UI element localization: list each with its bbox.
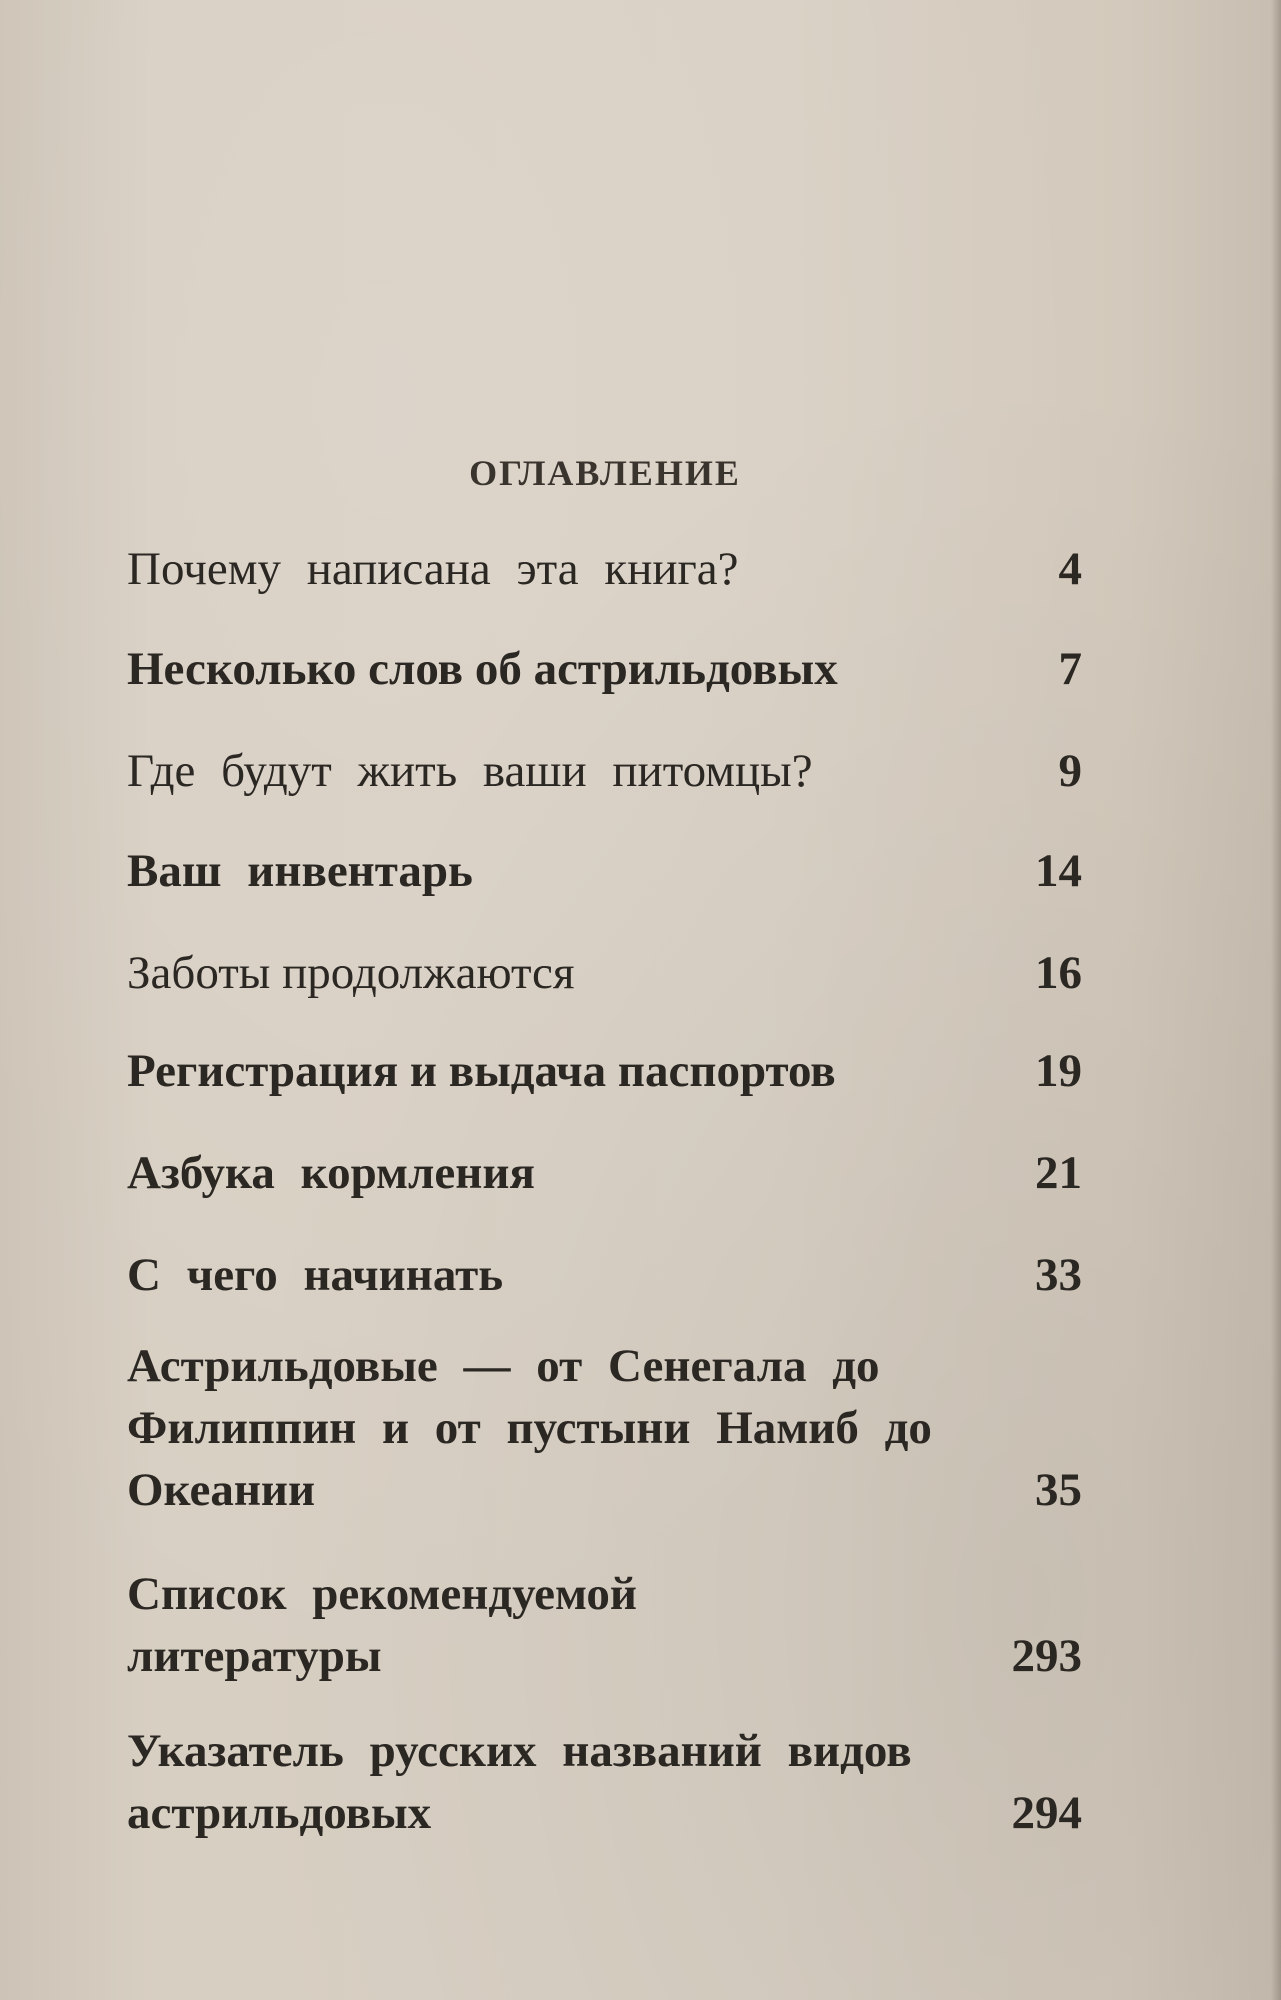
toc-entry: [127, 538, 1082, 600]
toc-entry-title: Азбука кормления: [127, 1147, 535, 1199]
toc-heading: ОГЛАВЛЕНИЕ: [469, 453, 741, 493]
toc-entry-title: Список рекомендуемой литературы: [127, 1568, 637, 1682]
toc-entry: [127, 1244, 1082, 1306]
toc-entry: [127, 840, 1082, 902]
toc-entry-title: Заботы продолжаются: [127, 947, 575, 999]
toc-entry-page: 294: [1011, 1787, 1082, 1839]
toc-entry: [127, 1142, 1082, 1204]
toc-entry-title: Где будут жить ваши питомцы?: [127, 745, 813, 797]
toc-entry: [127, 942, 1082, 1004]
toc-entry-page: 7: [1058, 643, 1082, 695]
toc-entry: [127, 1720, 1082, 1844]
toc-entry-page: 293: [1011, 1630, 1082, 1682]
toc-entry-title: Почему написана эта книга?: [127, 543, 739, 595]
toc-entry-title: Несколько слов об астрильдовых: [127, 643, 838, 695]
toc-entry: [127, 638, 1082, 700]
toc-entry-page: 33: [1035, 1249, 1082, 1301]
toc-entry: [127, 1563, 1082, 1687]
toc-entry-page: 35: [1035, 1464, 1082, 1516]
toc-entry-page: 14: [1035, 845, 1082, 897]
toc-entry: [127, 1335, 1082, 1521]
toc-entry-page: 21: [1035, 1147, 1082, 1199]
toc-entry-page: 19: [1035, 1045, 1082, 1097]
toc-entry-page: 4: [1058, 543, 1082, 595]
toc-entry: [127, 740, 1082, 802]
page-edge-shadow: [1271, 0, 1281, 2000]
toc-entry-title: Астрильдовые — от Сенегала до Филиппин и от пустыни Намиб до Океании: [127, 1340, 932, 1516]
toc-entry-title: С чего начинать: [127, 1249, 504, 1301]
toc-entry-page: 9: [1058, 745, 1082, 797]
toc-entry: [127, 1040, 1082, 1102]
toc-entry-title: Ваш инвентарь: [127, 845, 473, 897]
toc-entry-page: 16: [1035, 947, 1082, 999]
toc-entry-title: Регистрация и выдача паспортов: [127, 1045, 836, 1097]
toc-entry-title: Указатель русских названий видов астрильдовых: [127, 1725, 912, 1839]
